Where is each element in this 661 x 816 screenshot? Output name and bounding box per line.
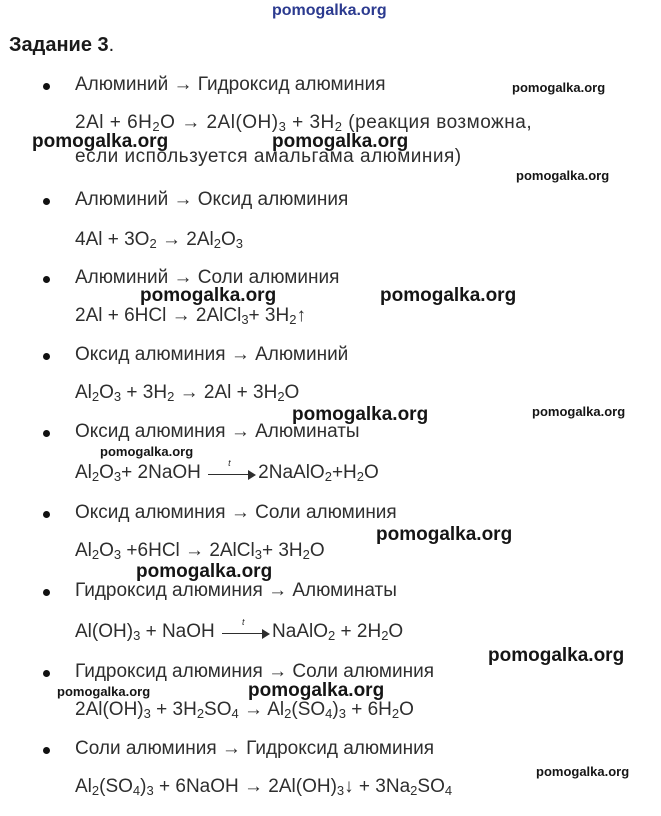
watermark-top: pomogalka.org [272, 2, 387, 19]
bullet-3 [43, 276, 50, 283]
equation-3: 2Al + 6HCl → 2AlCl$_3$+ $3H_2↑$ [75, 305, 306, 327]
watermark: pomogalka.org [516, 168, 610, 183]
equation-2: $4Al + 3O_2 \to 2Al_2O_3$ [75, 229, 243, 251]
item-heading-4: Оксид алюминия → Алюминий [75, 344, 349, 365]
item-heading-3: Алюминий → Соли алюминия [75, 267, 340, 288]
watermark: pomogalka.org [140, 285, 277, 306]
watermark: pomogalka.org [136, 561, 273, 582]
equation-1: $2Al + 6H_2O \to 2Al(OH)_3 + 3H_2$ (реакция возможна, [75, 112, 533, 134]
heat-arrow-7: t [222, 626, 270, 638]
watermark: pomogalka.org [32, 131, 169, 152]
equation-9: $Al_2(SO_4)_3$ + 6NaOH → $2Al(OH)_3↓ + 3Na_2SO_4$ [75, 776, 453, 798]
watermark: pomogalka.org [292, 404, 429, 425]
equation-6: $Al_2O_3 +6HCl$ → 2AlCl$_3$+ $3H_2O$ [75, 540, 325, 562]
bullet-2 [43, 198, 50, 205]
bullet-5 [43, 430, 50, 437]
equation-4: $Al_2O_3 + 3H_2 \to 2Al + 3H_2O$ [75, 382, 300, 404]
task-title-text: Задание 3 [9, 34, 109, 56]
equation-7: $Al(OH)_3$ + NaOH t NaAlO$_2$ + $2H_2O$ [75, 616, 404, 643]
item-heading-2: Алюминий → Оксид алюминия [75, 189, 349, 210]
watermark: pomogalka.org [272, 131, 409, 152]
bullet-7 [43, 589, 50, 596]
watermark: pomogalka.org [100, 444, 194, 459]
watermark: pomogalka.org [536, 764, 630, 779]
watermark: pomogalka.org [532, 404, 626, 419]
item-heading-5: Оксид алюминия → Алюминаты [75, 421, 360, 442]
item-heading-9: Соли алюминия → Гидроксид алюминия [75, 738, 434, 759]
bullet-6 [43, 511, 50, 518]
watermark: pomogalka.org [248, 680, 385, 701]
equation-8: $2Al(OH)_3 + 3H_2SO_4 \to Al_2(SO_4)_3 + 6H_2O$ [75, 699, 414, 721]
equation-5: $Al_2O_3+$ 2NaOH t $2NaAlO_2+H_2O$ [75, 457, 379, 484]
watermark: pomogalka.org [512, 80, 606, 95]
watermark: pomogalka.org [57, 684, 151, 699]
item-heading-1: Алюминий → Гидроксид алюминия [75, 74, 386, 95]
item-heading-6: Оксид алюминия → Соли алюминия [75, 502, 397, 523]
watermark: pomogalka.org [488, 645, 625, 666]
watermark: pomogalka.org [376, 524, 513, 545]
task-title [9, 34, 114, 57]
item-heading-7: Гидроксид алюминия → Алюминаты [75, 580, 397, 601]
task-title-suffix: . [108, 34, 115, 56]
bullet-4 [43, 353, 50, 360]
item-heading-8: Гидроксид алюминия → Соли алюминия [75, 661, 434, 682]
bullet-8 [43, 670, 50, 677]
heat-arrow-5: t [208, 467, 256, 479]
bullet-1 [43, 83, 50, 90]
bullet-9 [43, 747, 50, 754]
equation-1-note: если используется амальгама алюминия) [75, 146, 462, 167]
watermark: pomogalka.org [380, 285, 517, 306]
